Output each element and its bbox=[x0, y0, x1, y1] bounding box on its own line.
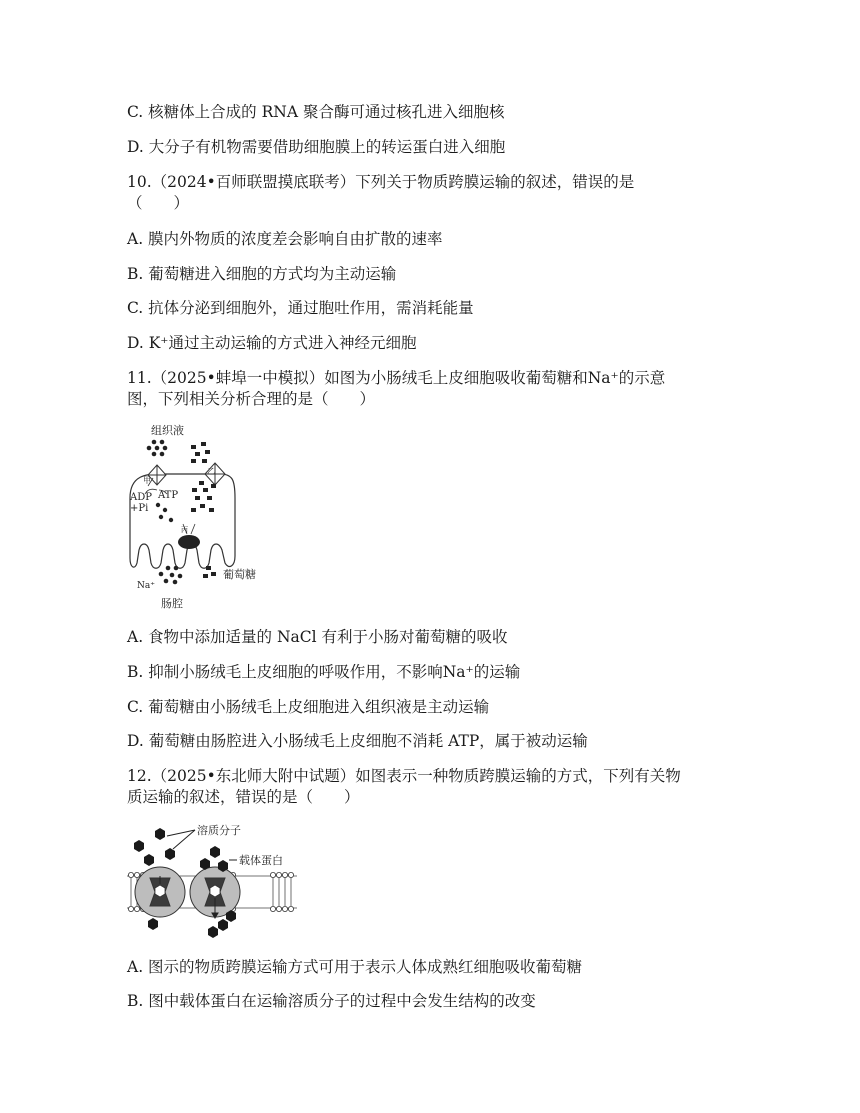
question-10-stem: 10.（2024•百师联盟摸底联考）下列关于物质跨膜运输的叙述，错误的是 bbox=[127, 173, 635, 191]
label-yi: 乙 bbox=[207, 467, 215, 476]
label-carrier: 载体蛋白 bbox=[239, 854, 283, 867]
option-11a: A. 食物中添加适量的 NaCl 有利于小肠对葡萄糖的吸收 bbox=[127, 628, 508, 646]
option-10d: D. K⁺通过主动运输的方式进入神经元细胞 bbox=[127, 334, 417, 352]
question-10-bracket: （ ） bbox=[127, 194, 190, 212]
figure-carrier-protein bbox=[127, 818, 297, 940]
option-10a: A. 膜内外物质的浓度差会影响自由扩散的速率 bbox=[127, 230, 443, 248]
option-11c: C. 葡萄糖由小肠绒毛上皮细胞进入组织液是主动运输 bbox=[127, 698, 490, 716]
option-9c: C. 核糖体上合成的 RNA 聚合酶可通过核孔进入细胞核 bbox=[127, 103, 505, 121]
option-12b: B. 图中载体蛋白在运输溶质分子的过程中会发生结构的改变 bbox=[127, 992, 536, 1010]
label-solute: 溶质分子 bbox=[197, 824, 241, 837]
question-12-stem: 12.（2025•东北师大附中试题）如图表示一种物质跨膜运输的方式，下列有关物 bbox=[127, 767, 681, 785]
option-10b: B. 葡萄糖进入细胞的方式均为主动运输 bbox=[127, 265, 397, 283]
label-pi: +Pi bbox=[130, 503, 149, 514]
figure-intestinal-cell bbox=[125, 418, 270, 614]
question-11-stem: 11.（2025•蚌埠一中模拟）如图为小肠绒毛上皮细胞吸收葡萄糖和Na⁺的示意 bbox=[127, 369, 666, 387]
question-12-stem-cont: 质运输的叙述，错误的是（ ） bbox=[127, 788, 360, 806]
option-9d: D. 大分子有机物需要借助细胞膜上的转运蛋白进入细胞 bbox=[127, 138, 506, 156]
label-lumen: 肠腔 bbox=[161, 597, 183, 610]
label-jia: 甲 bbox=[143, 476, 151, 485]
label-glucose: 葡萄糖 bbox=[223, 568, 256, 581]
label-bing: 丙 bbox=[181, 526, 188, 534]
label-na: Na⁺ bbox=[137, 581, 155, 591]
option-10c: C. 抗体分泌到细胞外，通过胞吐作用，需消耗能量 bbox=[127, 299, 474, 317]
label-atp: ATP bbox=[158, 490, 179, 501]
option-11b: B. 抑制小肠绒毛上皮细胞的呼吸作用，不影响Na⁺的运输 bbox=[127, 663, 521, 681]
option-11d: D. 葡萄糖由肠腔进入小肠绒毛上皮细胞不消耗 ATP，属于被动运输 bbox=[127, 732, 588, 750]
label-tissue-fluid: 组织液 bbox=[151, 424, 184, 437]
label-adp: ADP bbox=[130, 492, 152, 503]
option-12a: A. 图示的物质跨膜运输方式可用于表示人体成熟红细胞吸收葡萄糖 bbox=[127, 958, 583, 976]
question-11-stem-cont: 图，下列相关分析合理的是（ ） bbox=[127, 390, 376, 408]
